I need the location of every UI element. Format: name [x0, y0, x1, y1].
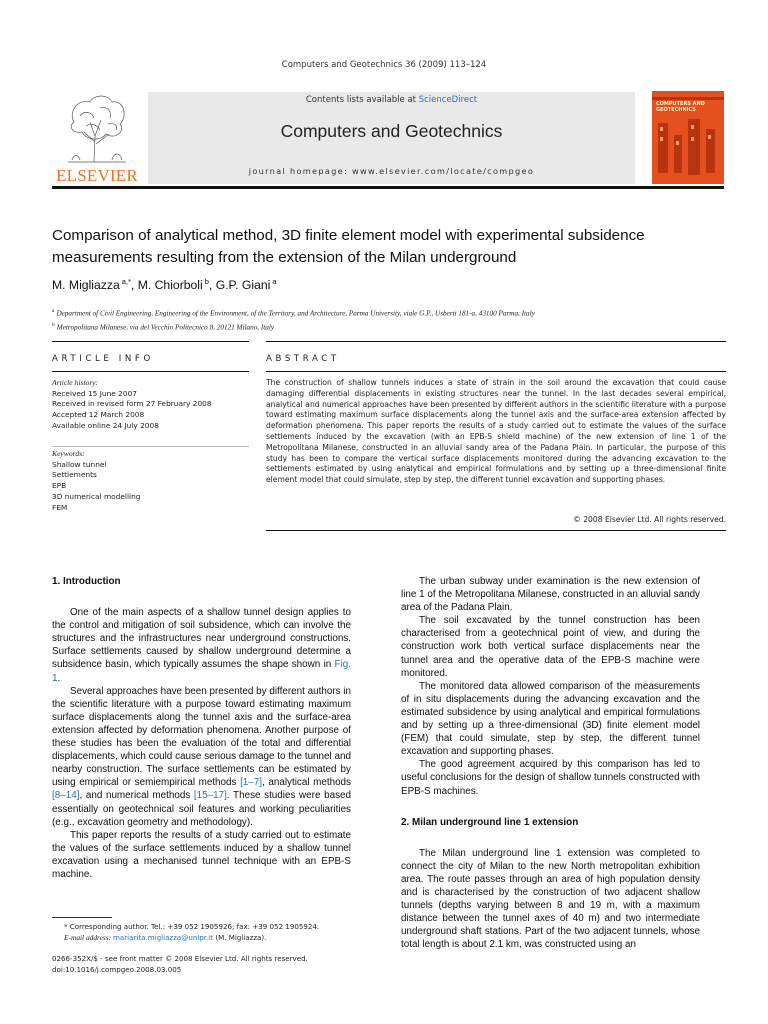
citation-link[interactable]: [15–17] — [193, 790, 227, 802]
contents-availability — [148, 95, 635, 105]
body-column-left — [52, 575, 351, 881]
right-paragraph-1: The urban subway under examination is the new extension of line 1 of the Metropolitana Milanese, constructed in an alluvial sandy area of the Padana Plain. — [401, 576, 700, 614]
cover-artwork — [652, 115, 724, 184]
intro-p2-text-d: . These studies were based essentially on geotechnical soil features and working peculiarities (e.g., excavation geometry and methodology). — [52, 790, 351, 828]
intro-p1-text-b: . — [57, 672, 61, 684]
keywords-label: Keywords: — [52, 449, 85, 458]
front-matter — [52, 953, 372, 975]
doi-line[interactable]: doi:10.1016/j.compgeo.2008.03.005 — [52, 965, 182, 974]
keyword[interactable]: EPB — [52, 481, 67, 491]
right-paragraph-3: The monitored data allowed comparison of the measurements of in situ displacements during the advancing excavation and the estimated subsidence by using analytical and empirical formulations and by setting up a three-dimensional (3D) finite element model (FEM) that could simulate, step by step, the different tunnel excavation and supporting phases. — [401, 680, 700, 758]
history-date: Received 15 June 2007 — [52, 388, 137, 398]
author-separator: , — [130, 278, 138, 293]
affiliation-text: Department of Civil Engineering, Engineering of the Environment, of the Territory, and Architecture, Parma University, viale G.P., Usberti 181-a, 43100 Parma, Italy — [56, 309, 535, 318]
info-top-rule — [52, 341, 249, 342]
info-mid-rule — [52, 371, 249, 372]
email-suffix: (M. Migliazza). — [213, 933, 267, 942]
author-name[interactable]: M. Chiorboli — [137, 278, 203, 293]
keyword[interactable]: 3D numerical modelling — [52, 491, 141, 501]
author-affiliation-marker: a — [272, 277, 277, 286]
sciencedirect-link[interactable]: ScienceDirect — [418, 95, 478, 105]
publisher-wordmark: ELSEVIER — [56, 166, 138, 185]
journal-homepage[interactable]: journal homepage: www.elsevier.com/locate/compgeo — [248, 166, 535, 176]
contents-prefix: Contents lists available at — [305, 95, 419, 105]
abstract-copyright: © 2008 Elsevier Ltd. All rights reserved. — [573, 515, 726, 524]
affiliation-list — [52, 306, 732, 334]
affiliation-marker: b — [52, 321, 55, 328]
journal-title: Computers and Geotechnics — [280, 121, 503, 141]
intro-paragraph-3: This paper reports the results of a study carried out to estimate the values of the surface settlements induced by a shallow tunnel excavation using a mechanised tunnel technique with an EPB-S machine. — [52, 829, 351, 880]
keywords — [52, 449, 249, 513]
intro-p2-text-a: Several approaches have been presented by different authors in the scientific literature with a purpose toward estimating maximum surface displacements along the tunnel axis and the surface-area extension affected by deformation phenomena. Another purpose of these studies has been the evaluation of the total and differential displacements, which could cause serious damage to the tunnel and nearby construction. The surface settlements can be estimated by using empirical or semiempirical methods — [52, 685, 351, 789]
journal-cover-image[interactable] — [652, 91, 724, 184]
elsevier-logo[interactable] — [52, 92, 142, 184]
author-name[interactable]: G.P. Giani — [215, 278, 271, 293]
affiliation-text: Metropolitana Milanese, via del Vecchio Politecnico 8, 20121 Milano, Italy — [56, 323, 275, 332]
history-dates — [52, 389, 249, 432]
journal-reference: Computers and Geotechnics 36 (2009) 113–124 — [281, 60, 487, 70]
history-label: Article history: — [52, 378, 99, 387]
author-name[interactable]: M. Migliazza — [52, 278, 120, 293]
cover-stripe — [652, 97, 724, 100]
keyword-list — [52, 460, 249, 514]
section-heading-2: 2. Milan underground line 1 extension — [401, 816, 579, 828]
masthead-divider — [52, 186, 724, 189]
body-column-right — [401, 575, 700, 951]
abstract-top-rule — [266, 341, 726, 342]
email-line — [52, 932, 352, 943]
intro-p2-text-b: , analytical methods — [262, 777, 351, 789]
abstract-heading: ABSTRACT — [266, 354, 340, 364]
history-date: Available online 24 July 2008 — [52, 420, 159, 430]
history-date: Received in revised form 27 February 2008 — [52, 399, 212, 409]
article-history — [52, 378, 249, 432]
issn-line: 0266-352X/$ - see front matter © 2008 Elsevier Ltd. All rights reserved. — [52, 954, 308, 963]
cover-title: COMPUTERS AND GEOTECHNICS — [656, 101, 705, 113]
right-paragraph-2: The soil excavated by the tunnel construction has been characterised from a geotechnical point of view, and during the construction work both vertical surface displacements near the tunnel area and the operative data of the EPB-S machine were monitored. — [401, 615, 700, 679]
affiliation-marker: a — [52, 308, 55, 314]
intro-paragraph-1 — [52, 606, 351, 685]
keywords-rule — [52, 446, 249, 447]
email-label: E-mail address: — [64, 933, 113, 942]
keyword[interactable]: Settlements — [52, 470, 97, 480]
author-affiliation-marker: b — [204, 277, 209, 286]
email-link[interactable]: mariarita.migliazza@unipr.it — [113, 933, 214, 942]
citation-link[interactable]: [8–14] — [52, 790, 80, 802]
footnote-rule — [52, 917, 112, 918]
abstract-text: The construction of shallow tunnels induces a state of strain in the soil around the excavation that could cause damaging differential displacements in existing structures near the tunnel. In the last decades several empirical, analytical and numerical approaches have been presented by different authors in the scientific literature with a purpose toward estimating maximum surface displacements along the tunnel axis and the surface-area extension affected by deformation phenomena. This paper reports the results of a study carried out to estimate the values of the surface settlements induced by the excavation (with an EPB-S shield machine) of the new extension of line 1 of the Metropolitana Milanese, constructed in an alluvial sandy area of the Padana Plain. In particular, the purpose of this study has been to compare the vertical surface displacements monitored during the advancing excavation to the settlements estimated by using analytical and empirical formulations and by setting up a three-dimensional finite element model that could simulate, step by step, the different tunnel excavation and supporting phases. — [266, 378, 726, 485]
author-list — [52, 277, 732, 292]
intro-p2-text-c: , and numerical methods — [79, 790, 194, 802]
abstract-mid-rule — [266, 371, 726, 372]
corresponding-author-footnote — [52, 921, 352, 943]
right-paragraph-4: The good agreement acquired by this comparison has led to useful conclusions for the design of shallow tunnels constructed with EPB-S machines. — [401, 759, 700, 797]
intro-p1-text-a: One of the main aspects of a shallow tunnel design applies to the control and mitigation of soil subsidence, which can involve the structures and the infrastructures near underground constructions. Surface settlements caused by shallow underground determine a subsidence basin, which typically assumes the shape shown in — [52, 607, 351, 671]
intro-paragraph-2 — [52, 685, 351, 829]
author-separator: , — [208, 278, 216, 293]
keyword[interactable]: FEM — [52, 502, 68, 512]
affiliation — [52, 306, 732, 320]
article-info-heading: ARTICLE INFO — [52, 354, 154, 364]
abstract-bottom-rule — [266, 530, 726, 531]
author-affiliation-marker: a,* — [121, 277, 131, 286]
citation-link[interactable]: [1–7] — [240, 777, 263, 789]
keyword[interactable]: Shallow tunnel — [52, 459, 107, 469]
article-title: Comparison of analytical method, 3D finite element model with experimental subsidence measurements resulting from the extension of the Milan underground — [52, 227, 645, 266]
elsevier-tree-icon — [64, 92, 130, 164]
affiliation — [52, 320, 732, 334]
section-heading-introduction: 1. Introduction — [52, 576, 121, 587]
history-date: Accepted 12 March 2008 — [52, 410, 145, 420]
corresponding-author-contact: * Corresponding author. Tel.: +39 052 1905926; fax: +39 052 1905924. — [64, 922, 320, 931]
section2-paragraph-1: The Milan underground line 1 extension was completed to connect the city of Milan to the new North metropolitan exhibition area. The route passes through an area of high population density and is characterised by the construction of two adjacent shallow tunnels (depths varying between 8 and 19 m, with a maximum distance between the tunnel axes of 40 m) and two intermediate underground shaft stations. Part of the two adjacent tunnels, whose total length is about 2.1 km, was constructed using an — [401, 847, 700, 951]
figure-1-link[interactable]: Fig. 1 — [52, 659, 351, 684]
